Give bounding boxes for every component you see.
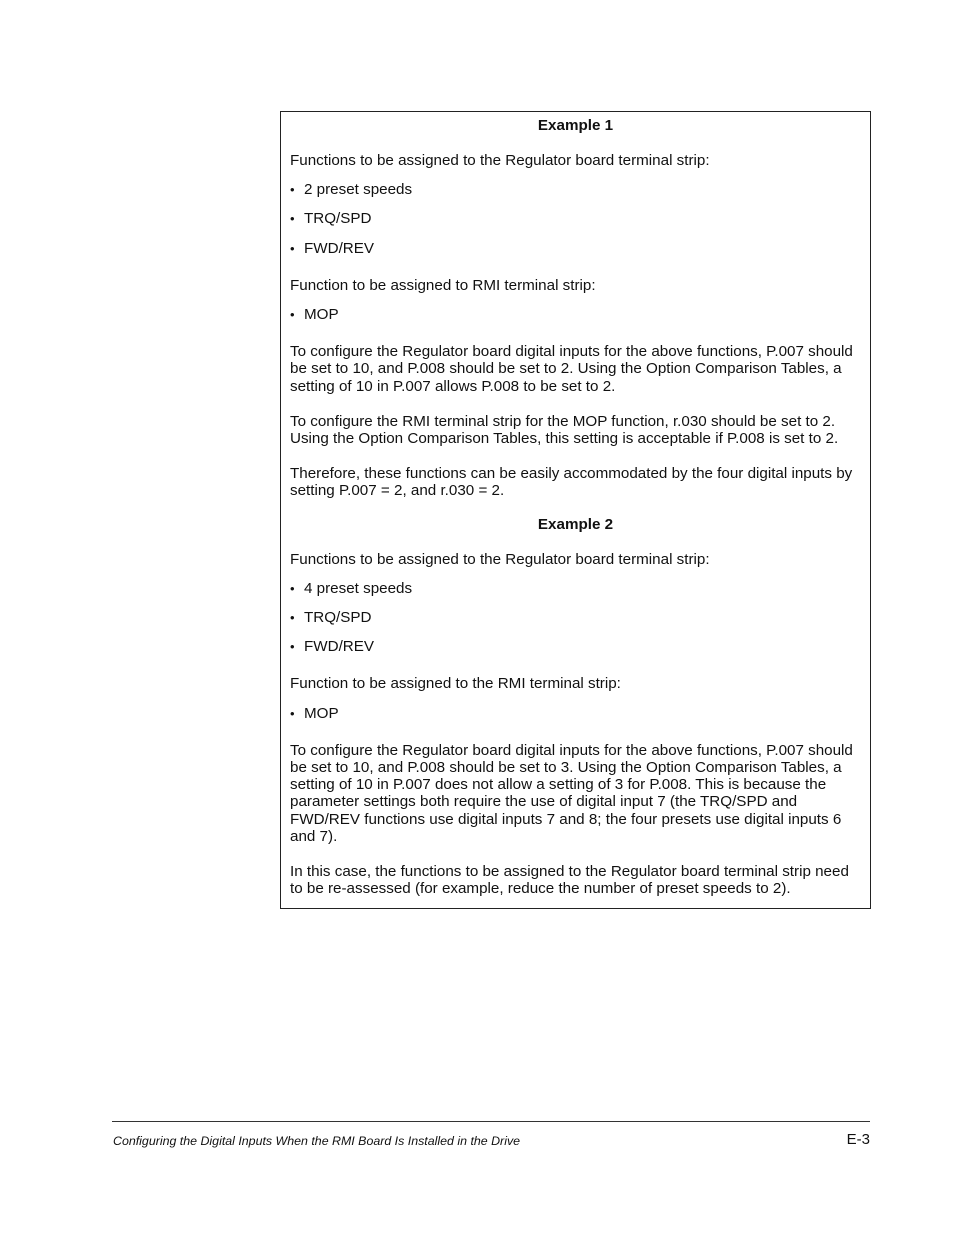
examples-box <box>280 111 871 909</box>
list-item <box>290 210 861 227</box>
list-item <box>290 638 861 655</box>
bullet-icon: • <box>290 240 295 256</box>
footer-divider <box>112 1121 870 1122</box>
example-2-paragraph: To configure the Regulator board digital inputs for the above functions, P.007 should be set to 10, and P.008 should be set to 3. Using the Option Comparison Tables, a setting of 10 in P.007 does not allow a setting of 3 for P.008. This is because the parameter settings both require the use of digital input 7 (the TRQ/SPD and FWD/REV functions use digital inputs 7 and 8; the four presets use digital inputs 6 and 7). <box>290 741 853 845</box>
example-1-paragraph: Therefore, these functions can be easily accommodated by the four digital inputs by setting P.007 = 2, and r.030 = 2. <box>290 465 853 500</box>
list-item-text: 2 preset speeds <box>304 181 413 199</box>
list-item <box>290 240 861 257</box>
list-item-text: MOP <box>304 306 339 324</box>
example-1-rmi-list <box>290 306 861 323</box>
footer-title: Configuring the Digital Inputs When the RMI Board Is Installed in the Drive <box>113 1134 521 1148</box>
list-item <box>290 705 861 722</box>
list-item <box>290 306 861 323</box>
example-1-paragraph: To configure the RMI terminal strip for the MOP function, r.030 should be set to 2. Using the Option Comparison Tables, this setting is acceptable if P.008 is set to 2. <box>290 412 839 448</box>
example-1-paragraph: To configure the Regulator board digital inputs for the above functions, P.007 should be set to 10, and P.008 should be set to 2. Using the Option Comparison Tables, a setting of 10 in P.007 allows P.008 to be set to 2. <box>290 343 853 395</box>
list-item-text: TRQ/SPD <box>304 609 372 627</box>
list-item-text: FWD/REV <box>304 638 375 656</box>
bullet-icon: • <box>290 307 295 323</box>
example-2-heading: Example 2 <box>537 515 614 533</box>
bullet-icon: • <box>290 182 295 198</box>
example-2-regulator-intro: Functions to be assigned to the Regulator board terminal strip: <box>290 550 710 568</box>
page-number: E-3 <box>846 1131 870 1148</box>
bullet-icon: • <box>290 580 295 596</box>
list-item-text: MOP <box>304 704 339 722</box>
example-1-heading: Example 1 <box>537 117 614 134</box>
example-2-rmi-intro: Function to be assigned to the RMI terminal strip: <box>290 675 621 693</box>
list-item <box>290 580 861 597</box>
bullet-icon: • <box>290 705 295 721</box>
example-1-rmi-intro: Function to be assigned to RMI terminal strip: <box>290 276 596 294</box>
example-1-regulator-list <box>290 181 861 257</box>
list-item-text: FWD/REV <box>304 239 375 257</box>
list-item <box>290 181 861 198</box>
example-2-paragraph: In this case, the functions to be assigned to the Regulator board terminal strip need to be re-assessed (for example, reduce the number of preset speeds to 2). <box>290 863 849 898</box>
bullet-icon: • <box>290 639 295 655</box>
list-item-text: TRQ/SPD <box>304 210 372 228</box>
list-item <box>290 609 861 626</box>
example-2-rmi-list <box>290 705 861 722</box>
example-1-regulator-intro: Functions to be assigned to the Regulator board terminal strip: <box>290 152 710 169</box>
bullet-icon: • <box>290 211 295 227</box>
list-item-text: 4 preset speeds <box>304 579 413 597</box>
example-2-regulator-list <box>290 580 861 656</box>
bullet-icon: • <box>290 610 295 626</box>
